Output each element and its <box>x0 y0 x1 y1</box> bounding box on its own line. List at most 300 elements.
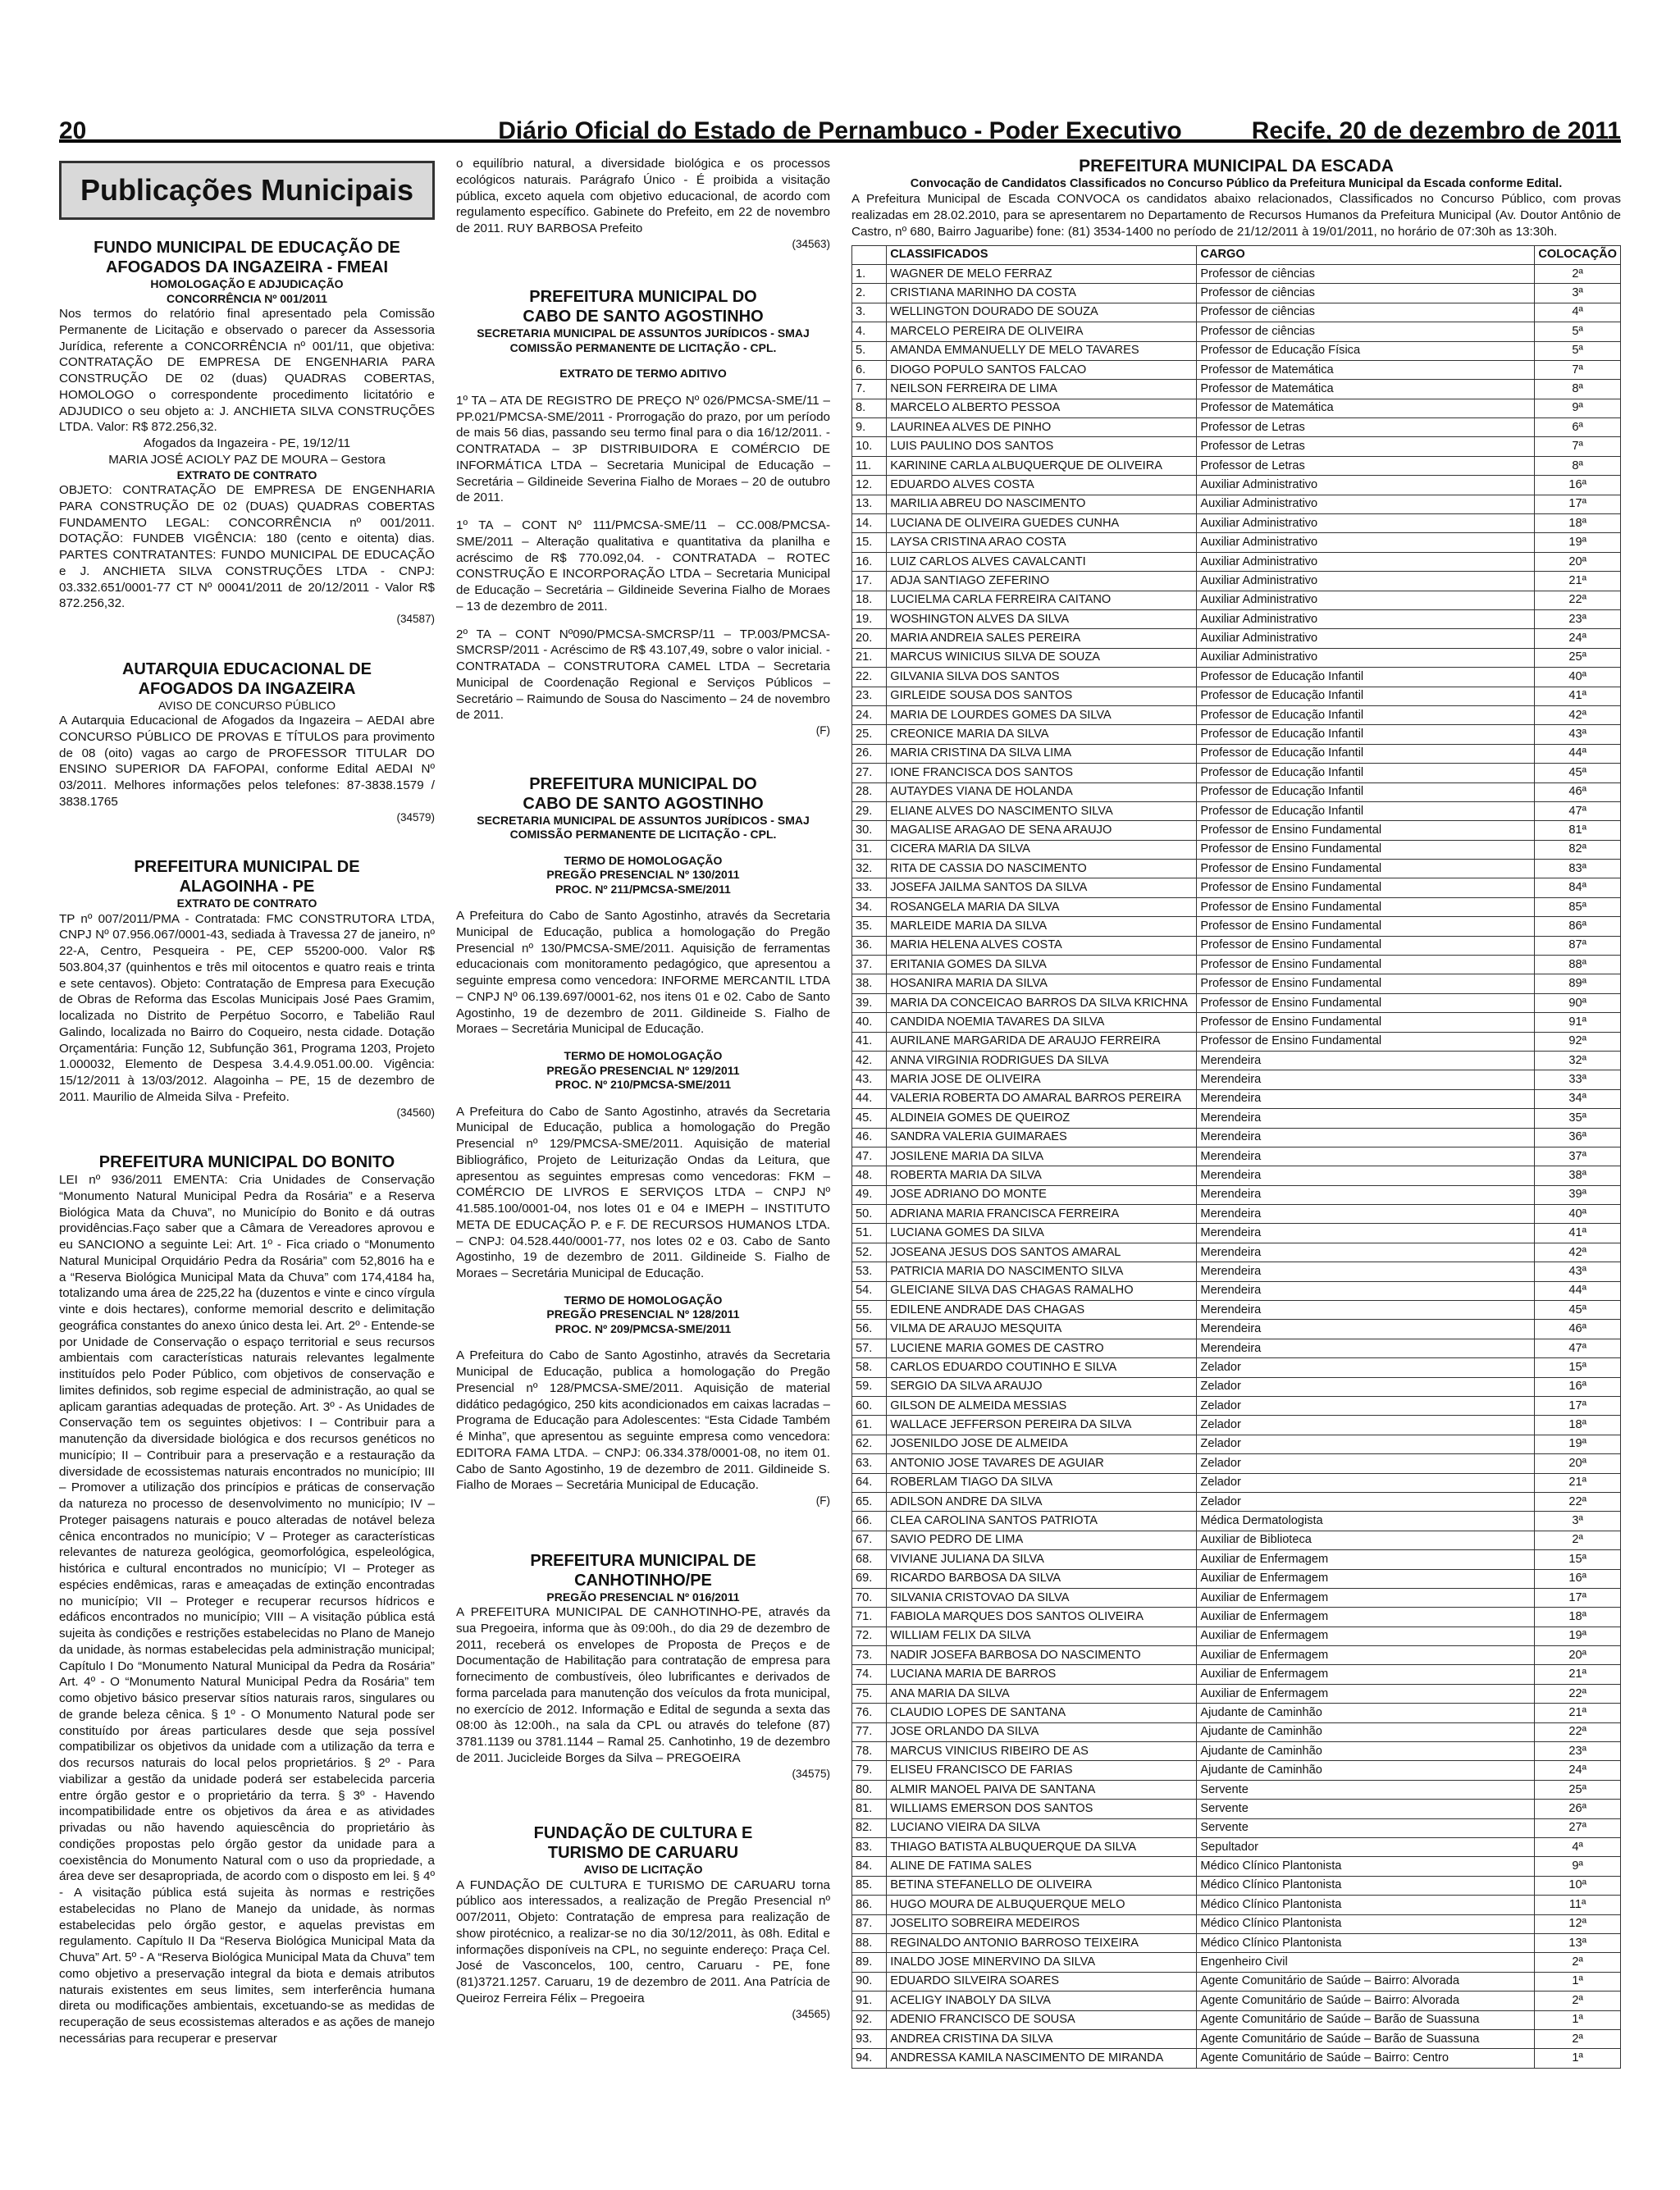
candidate-colocacao: 88ª <box>1535 956 1621 974</box>
column-1 <box>59 156 435 2157</box>
row-number: 75. <box>852 1684 887 1703</box>
candidate-colocacao: 20ª <box>1535 552 1621 571</box>
candidate-name: WILLIAMS EMERSON DOS SANTOS <box>887 1800 1197 1818</box>
candidate-colocacao: 90ª <box>1535 993 1621 1012</box>
candidate-colocacao: 24ª <box>1535 629 1621 648</box>
candidate-cargo: Merendeira <box>1197 1166 1535 1185</box>
candidate-cargo: Agente Comunitário de Saúde – Bairro: Alvorada <box>1197 1992 1535 2010</box>
notice-subtitle: AVISO DE LICITAÇÃO <box>583 1863 703 1877</box>
candidate-colocacao: 16ª <box>1535 1377 1621 1396</box>
candidate-colocacao: 45ª <box>1535 1301 1621 1320</box>
notice-subtitle: SECRETARIA MUNICIPAL DE ASSUNTOS JURÍDICOS - SMAJ <box>477 813 810 827</box>
candidate-name: LUCIENE MARIA GOMES DE CASTRO <box>887 1339 1197 1357</box>
candidate-cargo: Professor de Ensino Fundamental <box>1197 956 1535 974</box>
row-number: 82. <box>852 1818 887 1837</box>
candidate-colocacao: 22ª <box>1535 591 1621 609</box>
candidate-colocacao: 6ª <box>1535 418 1621 437</box>
table-row <box>852 609 1621 628</box>
candidate-colocacao: 40ª <box>1535 1205 1621 1224</box>
candidate-colocacao: 45ª <box>1535 764 1621 782</box>
table-row <box>852 1608 1621 1627</box>
row-number: 49. <box>852 1185 887 1204</box>
candidate-colocacao: 19ª <box>1535 1627 1621 1645</box>
row-number: 81. <box>852 1800 887 1818</box>
candidate-colocacao: 41ª <box>1535 687 1621 705</box>
table-body <box>852 264 1621 2068</box>
candidate-cargo: Auxiliar de Enfermagem <box>1197 1665 1535 1684</box>
row-number: 67. <box>852 1531 887 1549</box>
notice-bonito <box>59 1152 435 2047</box>
table-row <box>852 2049 1621 2068</box>
notice-canhotinho <box>456 1551 830 1782</box>
candidate-colocacao: 27ª <box>1535 1818 1621 1837</box>
candidate-name: ELISEU FRANCISCO DE FARIAS <box>887 1761 1197 1780</box>
candidate-colocacao: 7ª <box>1535 437 1621 456</box>
notice-title: PREFEITURA MUNICIPAL DO <box>529 288 757 307</box>
candidate-colocacao: 44ª <box>1535 1281 1621 1300</box>
row-number: 87. <box>852 1914 887 1933</box>
row-number: 55. <box>852 1301 887 1320</box>
table-row <box>852 1185 1621 1204</box>
candidate-name: ALDINEIA GOMES DE QUEIROZ <box>887 1109 1197 1128</box>
candidate-cargo: Professor de ciências <box>1197 284 1535 303</box>
table-row <box>852 1435 1621 1453</box>
notice-title: FUNDO MUNICIPAL DE EDUCAÇÃO DE <box>94 239 400 257</box>
candidate-name: AURILANE MARGARIDA DE ARAUJO FERREIRA <box>887 1032 1197 1051</box>
candidate-name: CREONICE MARIA DA SILVA <box>887 725 1197 744</box>
candidate-cargo: Médica Dermatologista <box>1197 1512 1535 1531</box>
candidate-colocacao: 5ª <box>1535 341 1621 360</box>
notice-subtitle: TERMO DE HOMOLOGAÇÃO <box>564 853 723 867</box>
candidate-colocacao: 22ª <box>1535 1684 1621 1703</box>
table-row <box>852 974 1621 993</box>
row-number: 4. <box>852 322 887 341</box>
candidate-cargo: Professor de Educação Infantil <box>1197 801 1535 820</box>
row-number: 61. <box>852 1416 887 1435</box>
candidate-colocacao: 38ª <box>1535 1166 1621 1185</box>
candidate-name: MARIA ANDREIA SALES PEREIRA <box>887 629 1197 648</box>
table-row <box>852 418 1621 437</box>
candidate-name: ACELIGY INABOLY DA SILVA <box>887 1992 1197 2010</box>
candidate-colocacao: 2ª <box>1535 1531 1621 1549</box>
table-row <box>852 1818 1621 1837</box>
candidate-name: WILLIAM FELIX DA SILVA <box>887 1627 1197 1645</box>
candidate-name: ROSANGELA MARIA DA SILVA <box>887 897 1197 916</box>
candidate-name: CARLOS EDUARDO COUTINHO E SILVA <box>887 1358 1197 1377</box>
candidate-name: ADRIANA MARIA FRANCISCA FERREIRA <box>887 1205 1197 1224</box>
candidate-colocacao: 15ª <box>1535 1358 1621 1377</box>
candidate-name: AMANDA EMMANUELLY DE MELO TAVARES <box>887 341 1197 360</box>
row-number: 33. <box>852 878 887 897</box>
candidate-cargo: Médico Clínico Plantonista <box>1197 1933 1535 1952</box>
candidate-cargo: Professor de Ensino Fundamental <box>1197 897 1535 916</box>
candidate-colocacao: 47ª <box>1535 801 1621 820</box>
row-number: 92. <box>852 2010 887 2029</box>
table-row <box>852 936 1621 955</box>
notice-code: (F) <box>815 1494 830 1508</box>
table-row <box>852 437 1621 456</box>
candidate-name: VALERIA ROBERTA DO AMARAL BARROS PEREIRA <box>887 1089 1197 1108</box>
candidate-colocacao: 46ª <box>1535 1320 1621 1339</box>
notice-code: (34563) <box>792 237 830 250</box>
notice-body: Nos termos do relatório final apresentado pela Comissão Permanente de Licitação e observado o parecer da Assessoria Jurídica, referente a CONCORRÊNCIA nº 001/11, que objetiva: CONTRATAÇÃO DE EMPRESA DE ENGENHARIA PARA CONSTRUÇÃO DE 02 (duas) QUADRAS COBERTAS, HOMOLOGO o correspondente procedimento licitatório e ADJUDICO o seu objeto a: J. ANCHIETA SILVA CONSTRUÇÕES LTDA. Valor: R$ 872.256,32. <box>59 307 435 435</box>
notice-code: (34575) <box>792 1767 830 1780</box>
table-row <box>852 514 1621 533</box>
candidate-name: VIVIANE JULIANA DA SILVA <box>887 1550 1197 1569</box>
candidate-name: ANDRESSA KAMILA NASCIMENTO DE MIRANDA <box>887 2049 1197 2068</box>
row-number: 29. <box>852 801 887 820</box>
table-row <box>852 2029 1621 2048</box>
notice-code: (34579) <box>396 810 435 824</box>
candidate-cargo: Médico Clínico Plantonista <box>1197 1857 1535 1876</box>
table-row <box>852 1876 1621 1895</box>
candidate-cargo: Professor de Ensino Fundamental <box>1197 974 1535 993</box>
candidate-colocacao: 7ª <box>1535 360 1621 379</box>
candidate-cargo: Professor de Ensino Fundamental <box>1197 917 1535 936</box>
table-row <box>852 399 1621 417</box>
candidate-name: LUCIANO VIEIRA DA SILVA <box>887 1818 1197 1837</box>
table-row <box>852 1569 1621 1588</box>
row-number: 94. <box>852 2049 887 2068</box>
candidate-colocacao: 18ª <box>1535 1608 1621 1627</box>
candidate-cargo: Professor de Letras <box>1197 418 1535 437</box>
row-number: 59. <box>852 1377 887 1396</box>
column-header-cargo: CARGO <box>1197 245 1535 264</box>
candidate-colocacao: 3ª <box>1535 1512 1621 1531</box>
candidate-cargo: Professor de Matemática <box>1197 380 1535 399</box>
notice-code: (34565) <box>792 2007 830 2020</box>
candidate-name: LUCIANA GOMES DA SILVA <box>887 1224 1197 1243</box>
candidate-name: MARILIA ABREU DO NASCIMENTO <box>887 495 1197 513</box>
row-number: 84. <box>852 1857 887 1876</box>
table-row <box>852 1933 1621 1952</box>
page-header <box>59 115 1621 143</box>
notice-body: A Prefeitura do Cabo de Santo Agostinho, através da Secretaria Municipal de Educação, publica a homologação do Pregão Presencial nº 129/PMCSA-SME/2011. Aquisição de material Bibliográfico, Projeto de Leiturização Ondas da Leitura, que apresentou as seguintes empresas como vencedoras: FKM – COMÉRCIO DE LIVROS E SERVIÇOS LTDA – CNPJ Nº 41.585.100/0001-04, nos lotes 01 e 04 e IMEPH – INSTITUTO META DE EDUCAÇÃO P. e F. DE RECURSOS HUMANOS LTDA. – CNPJ: 04.528.440/0001-77, nos lotes 02 e 03. Cabo de Santo Agostinho, 19 de dezembro de 2011. Gildineide S. Fialho de Moraes – Secretária Municipal de Educação. <box>456 1104 830 1281</box>
row-number: 52. <box>852 1243 887 1262</box>
table-row <box>852 629 1621 648</box>
notice-title: PREFEITURA MUNICIPAL DE <box>134 858 360 877</box>
candidate-cargo: Servente <box>1197 1800 1535 1818</box>
candidate-name: MARIA JOSE DE OLIVEIRA <box>887 1070 1197 1089</box>
table-row <box>852 1339 1621 1357</box>
table-row <box>852 1550 1621 1569</box>
notice-code: (34560) <box>396 1106 435 1119</box>
candidate-name: LUIZ CARLOS ALVES CAVALCANTI <box>887 552 1197 571</box>
candidate-colocacao: 4ª <box>1535 303 1621 322</box>
candidate-name: MAGALISE ARAGAO DE SENA ARAUJO <box>887 821 1197 840</box>
table-row <box>852 1128 1621 1147</box>
candidate-name: MARCELO PEREIRA DE OLIVEIRA <box>887 322 1197 341</box>
candidate-cargo: Professor de ciências <box>1197 264 1535 283</box>
notice-subtitle: EXTRATO DE CONTRATO <box>176 897 317 910</box>
candidate-name: ANNA VIRGINIA RODRIGUES DA SILVA <box>887 1051 1197 1070</box>
row-number: 91. <box>852 1992 887 2010</box>
candidate-name: CRISTIANA MARINHO DA COSTA <box>887 284 1197 303</box>
table-row <box>852 668 1621 687</box>
candidate-name: MARIA CRISTINA DA SILVA LIMA <box>887 744 1197 763</box>
candidate-name: GIRLEIDE SOUSA DOS SANTOS <box>887 687 1197 705</box>
notice-body: A Prefeitura Municipal de Escada CONVOCA os candidatos abaixo relacionados, Classificados no Concurso Público, com provas realizadas em 28.02.2010, para se apresentarem no Departamento de Recursos Humanos da Prefeitura Municipal (Av. Doutor Antônio de Castro, nº 680, Bairro Jaguaribe) fone: (81) 3534-1400 no período de 21/12/2011 à 19/01/2011, no horário de 07:30h as 13:30h. <box>851 192 1621 239</box>
row-number: 83. <box>852 1837 887 1856</box>
candidate-name: RITA DE CASSIA DO NASCIMENTO <box>887 860 1197 878</box>
row-number: 20. <box>852 629 887 648</box>
candidate-colocacao: 17ª <box>1535 495 1621 513</box>
notice-body: o equilíbrio natural, a diversidade biológica e os processos ecológicos naturais. Parágrafo Único - É proibida a visitação pública, exceto aquela com objetivo educacional, de acordo com regulamento específico. Gabinete do Prefeito, em 22 de novembro de 2011. RUY BARBOSA Prefeito <box>456 157 830 235</box>
candidate-colocacao: 86ª <box>1535 917 1621 936</box>
candidate-cargo: Professor de Educação Infantil <box>1197 668 1535 687</box>
table-row <box>852 648 1621 667</box>
candidate-name: ELIANE ALVES DO NASCIMENTO SILVA <box>887 801 1197 820</box>
row-number: 56. <box>852 1320 887 1339</box>
table-row <box>852 1780 1621 1799</box>
candidate-colocacao: 10ª <box>1535 1876 1621 1895</box>
row-number: 62. <box>852 1435 887 1453</box>
row-number: 90. <box>852 1972 887 1991</box>
candidate-name: IONE FRANCISCA DOS SANTOS <box>887 764 1197 782</box>
candidate-name: BETINA STEFANELLO DE OLIVEIRA <box>887 1876 1197 1895</box>
candidate-name: DIOGO POPULO SANTOS FALCAO <box>887 360 1197 379</box>
candidate-colocacao: 19ª <box>1535 1435 1621 1453</box>
row-number: 60. <box>852 1397 887 1416</box>
candidate-cargo: Professor de Ensino Fundamental <box>1197 878 1535 897</box>
candidate-cargo: Zelador <box>1197 1473 1535 1492</box>
candidate-colocacao: 44ª <box>1535 744 1621 763</box>
candidate-name: JOSE ADRIANO DO MONTE <box>887 1185 1197 1204</box>
candidate-cargo: Professor de Educação Infantil <box>1197 744 1535 763</box>
candidate-colocacao: 21ª <box>1535 1704 1621 1722</box>
table-row <box>852 1684 1621 1703</box>
candidate-cargo: Merendeira <box>1197 1070 1535 1089</box>
row-number: 74. <box>852 1665 887 1684</box>
candidate-name: CLEA CAROLINA SANTOS PATRIOTA <box>887 1512 1197 1531</box>
candidate-name: ADENIO FRANCISCO DE SOUSA <box>887 2010 1197 2029</box>
candidate-colocacao: 4ª <box>1535 1837 1621 1856</box>
notice-code: (34587) <box>396 613 435 625</box>
candidate-colocacao: 42ª <box>1535 1243 1621 1262</box>
table-row <box>852 782 1621 801</box>
table-row <box>852 456 1621 475</box>
table-row <box>852 1627 1621 1645</box>
candidate-name: MARCUS WINICIUS SILVA DE SOUZA <box>887 648 1197 667</box>
row-number: 63. <box>852 1454 887 1473</box>
row-number: 8. <box>852 399 887 417</box>
row-number: 16. <box>852 552 887 571</box>
candidate-name: EDILENE ANDRADE DAS CHAGAS <box>887 1301 1197 1320</box>
candidate-colocacao: 22ª <box>1535 1722 1621 1741</box>
candidate-name: CLAUDIO LOPES DE SANTANA <box>887 1704 1197 1722</box>
row-number: 3. <box>852 303 887 322</box>
row-number: 31. <box>852 840 887 859</box>
notice-subtitle: EXTRATO DE TERMO ADITIVO <box>559 367 727 381</box>
candidate-colocacao: 87ª <box>1535 936 1621 955</box>
table-row <box>852 1416 1621 1435</box>
table-row <box>852 1109 1621 1128</box>
candidate-cargo: Auxiliar de Biblioteca <box>1197 1531 1535 1549</box>
notice-subtitle: COMISSÃO PERMANENTE DE LICITAÇÃO - CPL. <box>509 340 777 354</box>
candidate-colocacao: 18ª <box>1535 514 1621 533</box>
row-number: 26. <box>852 744 887 763</box>
candidate-cargo: Auxiliar Administrativo <box>1197 495 1535 513</box>
candidate-name: MARIA DA CONCEICAO BARROS DA SILVA KRICHNA <box>887 993 1197 1012</box>
candidate-colocacao: 16ª <box>1535 476 1621 495</box>
candidate-name: MARLEIDE MARIA DA SILVA <box>887 917 1197 936</box>
candidate-colocacao: 92ª <box>1535 1032 1621 1051</box>
candidate-cargo: Merendeira <box>1197 1109 1535 1128</box>
candidate-cargo: Auxiliar de Enfermagem <box>1197 1550 1535 1569</box>
candidate-colocacao: 34ª <box>1535 1089 1621 1108</box>
candidate-cargo: Zelador <box>1197 1492 1535 1511</box>
row-number: 35. <box>852 917 887 936</box>
candidate-colocacao: 1ª <box>1535 2010 1621 2029</box>
candidate-cargo: Zelador <box>1197 1435 1535 1453</box>
table-row <box>852 360 1621 379</box>
candidate-cargo: Professor de Ensino Fundamental <box>1197 936 1535 955</box>
notice-title: AFOGADOS DA INGAZEIRA - FMEAI <box>105 258 389 276</box>
notice-aedai <box>59 659 435 825</box>
issue-date: Recife, 20 de dezembro de 2011 <box>1251 117 1621 144</box>
table-row <box>852 1722 1621 1741</box>
row-number: 38. <box>852 974 887 993</box>
row-number: 21. <box>852 648 887 667</box>
notice-body: A Autarquia Educacional de Afogados da Ingazeira – AEDAI abre CONCURSO PÚBLICO DE PROVAS E TÍTULOS para provimento de 08 (oito) vagas ao cargo de PROFESSOR TITULAR DO ENSINO SUPERIOR DA FAFOPAI, conforme Edital AEDAI Nº 03/2011. Melhores informações pelos telefones: 87-3838.1579 / 3838.1765 <box>59 714 435 809</box>
table-row <box>852 897 1621 916</box>
table-row <box>852 341 1621 360</box>
row-number: 46. <box>852 1128 887 1147</box>
candidate-cargo: Professor de Ensino Fundamental <box>1197 821 1535 840</box>
table-row <box>852 1205 1621 1224</box>
candidate-name: EDUARDO SILVEIRA SOARES <box>887 1972 1197 1991</box>
candidate-name: JOSEANA JESUS DOS SANTOS AMARAL <box>887 1243 1197 1262</box>
candidate-cargo: Médico Clínico Plantonista <box>1197 1896 1535 1914</box>
table-row <box>852 476 1621 495</box>
notice-title: PREFEITURA MUNICIPAL DA ESCADA <box>1079 157 1394 176</box>
candidate-colocacao: 2ª <box>1535 264 1621 283</box>
candidate-cargo: Auxiliar Administrativo <box>1197 591 1535 609</box>
candidate-name: EDUARDO ALVES COSTA <box>887 476 1197 495</box>
table-row <box>852 1051 1621 1070</box>
table-row <box>852 1588 1621 1607</box>
notice-title: PREFEITURA MUNICIPAL DO <box>529 774 757 793</box>
candidate-name: ERITANIA GOMES DA SILVA <box>887 956 1197 974</box>
row-number: 27. <box>852 764 887 782</box>
candidate-name: SAVIO PEDRO DE LIMA <box>887 1531 1197 1549</box>
row-number: 50. <box>852 1205 887 1224</box>
table-row <box>852 1377 1621 1396</box>
table-row <box>852 572 1621 591</box>
candidate-colocacao: 33ª <box>1535 1070 1621 1089</box>
notice-caruaru <box>456 1823 830 2021</box>
row-number: 41. <box>852 1032 887 1051</box>
candidate-colocacao: 40ª <box>1535 668 1621 687</box>
candidate-colocacao: 5ª <box>1535 322 1621 341</box>
candidate-colocacao: 9ª <box>1535 1857 1621 1876</box>
candidate-cargo: Zelador <box>1197 1377 1535 1396</box>
candidate-name: JOSELITO SOBREIRA MEDEIROS <box>887 1914 1197 1933</box>
table-row <box>852 840 1621 859</box>
candidate-colocacao: 19ª <box>1535 533 1621 552</box>
notice-subtitle: COMISSÃO PERMANENTE DE LICITAÇÃO - CPL. <box>509 828 777 842</box>
table-row <box>852 1454 1621 1473</box>
notice-cabo-homologacao <box>456 774 830 1508</box>
column-header-classificados: CLASSIFICADOS <box>887 245 1197 264</box>
candidate-colocacao: 47ª <box>1535 1339 1621 1357</box>
candidate-name: ALINE DE FATIMA SALES <box>887 1857 1197 1876</box>
row-number: 13. <box>852 495 887 513</box>
candidate-cargo: Zelador <box>1197 1416 1535 1435</box>
candidate-cargo: Professor de ciências <box>1197 322 1535 341</box>
row-number: 34. <box>852 897 887 916</box>
candidate-name: THIAGO BATISTA ALBUQUERQUE DA SILVA <box>887 1837 1197 1856</box>
candidate-cargo: Auxiliar Administrativo <box>1197 609 1535 628</box>
row-number: 93. <box>852 2029 887 2048</box>
candidate-name: LAYSA CRISTINA ARAO COSTA <box>887 533 1197 552</box>
candidate-cargo: Professor de Educação Física <box>1197 341 1535 360</box>
notice-title: PREFEITURA MUNICIPAL DE <box>530 1551 756 1570</box>
candidate-name: SERGIO DA SILVA ARAUJO <box>887 1377 1197 1396</box>
row-number: 57. <box>852 1339 887 1357</box>
candidate-cargo: Professor de Educação Infantil <box>1197 764 1535 782</box>
candidate-cargo: Auxiliar de Enfermagem <box>1197 1569 1535 1588</box>
table-row <box>852 1013 1621 1032</box>
table-row <box>852 725 1621 744</box>
candidate-name: LUIS PAULINO DOS SANTOS <box>887 437 1197 456</box>
candidate-name: MARIA DE LOURDES GOMES DA SILVA <box>887 705 1197 724</box>
candidate-name: NEILSON FERREIRA DE LIMA <box>887 380 1197 399</box>
candidate-colocacao: 26ª <box>1535 1800 1621 1818</box>
candidate-name: AUTAYDES VIANA DE HOLANDA <box>887 782 1197 801</box>
candidate-colocacao: 42ª <box>1535 705 1621 724</box>
table-row <box>852 1857 1621 1876</box>
candidate-name: HUGO MOURA DE ALBUQUERQUE MELO <box>887 1896 1197 1914</box>
candidate-colocacao: 2ª <box>1535 2029 1621 2048</box>
table-row <box>852 303 1621 322</box>
row-number: 79. <box>852 1761 887 1780</box>
table-row <box>852 687 1621 705</box>
candidate-colocacao: 18ª <box>1535 1416 1621 1435</box>
notice-body: 2º TA – CONT Nº090/PMCSA-SMCRSP/11 – TP.003/PMCSA-SMCRSP/2011 - Acréscimo de R$ 43.107,49, sobre o valor inicial. - CONTRATADA – CONSTRUTORA CAMEL LTDA – Secretaria Municipal de Coordenação Regional e Serviços Públicos – Secretário – Raimundo de Sousa do Nascimento – 24 de novembro de 2011. <box>456 627 830 723</box>
candidate-name: ANTONIO JOSE TAVARES DE AGUIAR <box>887 1454 1197 1473</box>
notice-body: A Prefeitura do Cabo de Santo Agostinho, através da Secretaria Municipal de Educação, publica a homologação do Pregão Presencial nº 130/PMCSA-SME/2011. Aquisição de ferramentas educacionais com monitoramento pedagógico, que apresentou a seguinte empresa como vencedora: INFORME MERCANTIL LTDA – CNPJ Nº 06.139.697/0001-62, nos itens 01 e 02. Cabo de Santo Agostinho, 19 de dezembro de 2011. Gildineide S. Fialho de Moraes – Secretária Municipal de Educação. <box>456 909 830 1037</box>
candidate-name: GILSON DE ALMEIDA MESSIAS <box>887 1397 1197 1416</box>
notice-alagoinha <box>59 857 435 1120</box>
candidate-colocacao: 24ª <box>1535 1761 1621 1780</box>
candidate-cargo: Agente Comunitário de Saúde – Barão de Suassuna <box>1197 2029 1535 2048</box>
candidate-cargo: Ajudante de Caminhão <box>1197 1742 1535 1761</box>
row-number: 54. <box>852 1281 887 1300</box>
candidate-cargo: Ajudante de Caminhão <box>1197 1704 1535 1722</box>
table-row <box>852 591 1621 609</box>
row-number: 5. <box>852 341 887 360</box>
candidate-name: ADILSON ANDRE DA SILVA <box>887 1492 1197 1511</box>
notice-body: TP nº 007/2011/PMA - Contratada: FMC CONSTRUTORA LTDA, CNPJ Nº 07.956.067/0001-43, sediada à Travessa 27 de janeiro, nº 22-A, Centro, Pesqueira - PE, CEP 55200-000. Valor R$ 503.804,37 (quinhentos e três mil oitocentos e quatro reais e trinta e sete centavos). Objeto: Contratação de Empresa para Execução de Obras de Reforma das Escolas Municipais José Paes Gramim, localizada no Distrito de Perpétuo Socorro, e Tabelião Raul Galindo, localizada no Bairro do Coqueiro, nesta cidade. Dotação Orçamentária: Função 12, Subfunção 361, Programa 1203, Projeto 1.000032, Elemento de Despesa 3.4.4.9.051.00.00. Vigência: 15/12/2011 à 13/03/2012. Alagoinha – PE, 15 de dezembro de 2011. Maurilio de Almeida Silva - Prefeito. <box>59 911 435 1104</box>
table-row <box>852 993 1621 1012</box>
candidate-colocacao: 43ª <box>1535 1262 1621 1281</box>
candidate-colocacao: 9ª <box>1535 399 1621 417</box>
notice-body: A FUNDAÇÃO DE CULTURA E TURISMO DE CARUARU torna público aos interessados, a realização de Pregão Presencial nº 007/2011, Objeto: Contratação de empresa para realização de show pirotécnico, a realizar-se no dia 30/12/2011, às 08h. Edital e informações disponíveis na CPL, no seguinte endereço: Praça Cel. José de Vasconcelos, 100, centro, Caruaru - PE, fone (81)3721.1257. Caruaru, 19 de dezembro de 2011. Ana Patrícia de Queiroz Ferreira Félix – Pregoeira <box>456 1877 830 2005</box>
table-row <box>852 1992 1621 2010</box>
table-row <box>852 1972 1621 1991</box>
candidate-cargo: Professor de Educação Infantil <box>1197 782 1535 801</box>
notice-title: TURISMO DE CARUARU <box>547 1844 739 1863</box>
notice-body: 1º TA – CONT Nº 111/PMCSA-SME/11 – CC.008/PMCSA-SME/2011 – Alteração qualitativa e quantitativa da planilha e acréscimo de R$ 770.092,04. - CONTRATADA – ROTEC CONSTRUÇÃO E INCORPORAÇÃO LTDA – Secretaria Municipal de Educação – Secretária – Gildineide Severina Fialho de Moraes – 13 de dezembro de 2011. <box>456 518 830 614</box>
table-row <box>852 1896 1621 1914</box>
candidate-colocacao: 43ª <box>1535 725 1621 744</box>
table-row <box>852 1166 1621 1185</box>
table-row <box>852 264 1621 283</box>
row-number: 43. <box>852 1070 887 1089</box>
table-row <box>852 1492 1621 1511</box>
candidate-name: LUCIELMA CARLA FERREIRA CAITANO <box>887 591 1197 609</box>
